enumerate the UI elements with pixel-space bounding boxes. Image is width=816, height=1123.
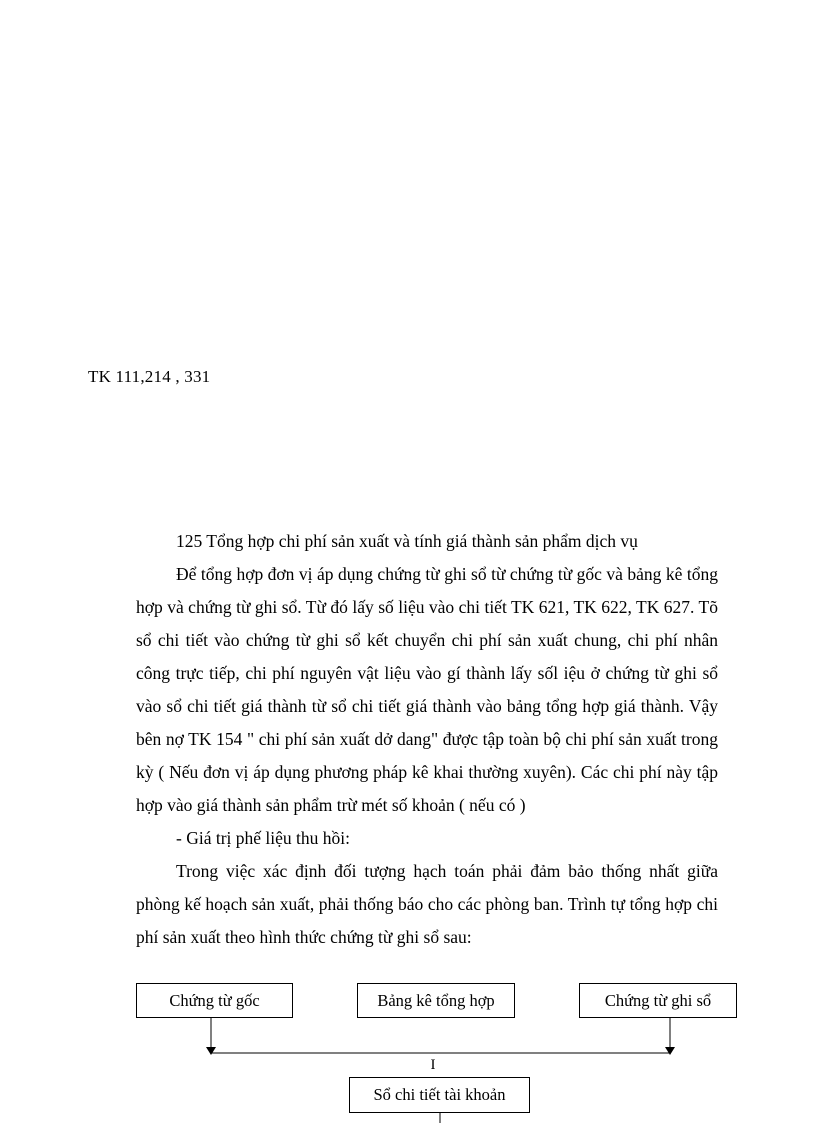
section-heading: 125 Tổng hợp chi phí sản xuất và tính giá thành sản phẩm dịch vụ	[176, 531, 638, 551]
box-summary-table: Bảng kê tổng hợp	[357, 983, 515, 1018]
junction-mark: I	[430, 1057, 436, 1073]
arrowhead-left	[206, 1047, 216, 1055]
arrowhead-right	[665, 1047, 675, 1055]
box-detail-ledger: Sổ chi tiết tài khoản	[349, 1077, 530, 1113]
box-source-documents: Chứng từ gốc	[136, 983, 293, 1018]
box-voucher-record: Chứng từ ghi sổ	[579, 983, 737, 1018]
paragraph-2: Trong việc xác định đối tượng hạch toán phải đảm bảo thống nhất giữa phòng kế hoạch sản xuất, phải thống báo cho các phòng ban. Trình tự tổng hợp chi phí sản xuất theo hình thức chứng từ ghi sổ sau:	[136, 861, 718, 947]
paragraph-1: Để tổng hợp đơn vị áp dụng chứng từ ghi sổ từ chứng từ gốc và bảng kê tổng hợp và chứng từ ghi sổ. Từ đó lấy số liệu vào chi tiết TK 621, TK 622, TK 627. Tõ sổ chi tiết vào chứng từ ghi sổ kết chuyển chi phí sản xuất chung, chi phí nhân công trực tiếp, chi phí nguyên vật liệu vào gí thành lấy sốl iệu ở chứng từ ghi sổ vào sổ chi tiết giá thành từ sổ chi tiết giá thành vào bảng tổng hợp giá thành. Vậy bên nợ TK 154 " chi phí sản xuất dở dang" được tập toàn bộ chi phí sản xuất trong kỳ ( Nếu đơn vị áp dụng phương pháp kê khai thường xuyên). Các chi phí này tập hợp vào giá thành sản phẩm trừ mét số khoản ( nếu có )	[136, 564, 718, 815]
account-reference-line: TK 111,214 , 331	[88, 367, 211, 386]
bullet-scrap-value: - Giá trị phế liệu thu hồi:	[176, 828, 350, 848]
